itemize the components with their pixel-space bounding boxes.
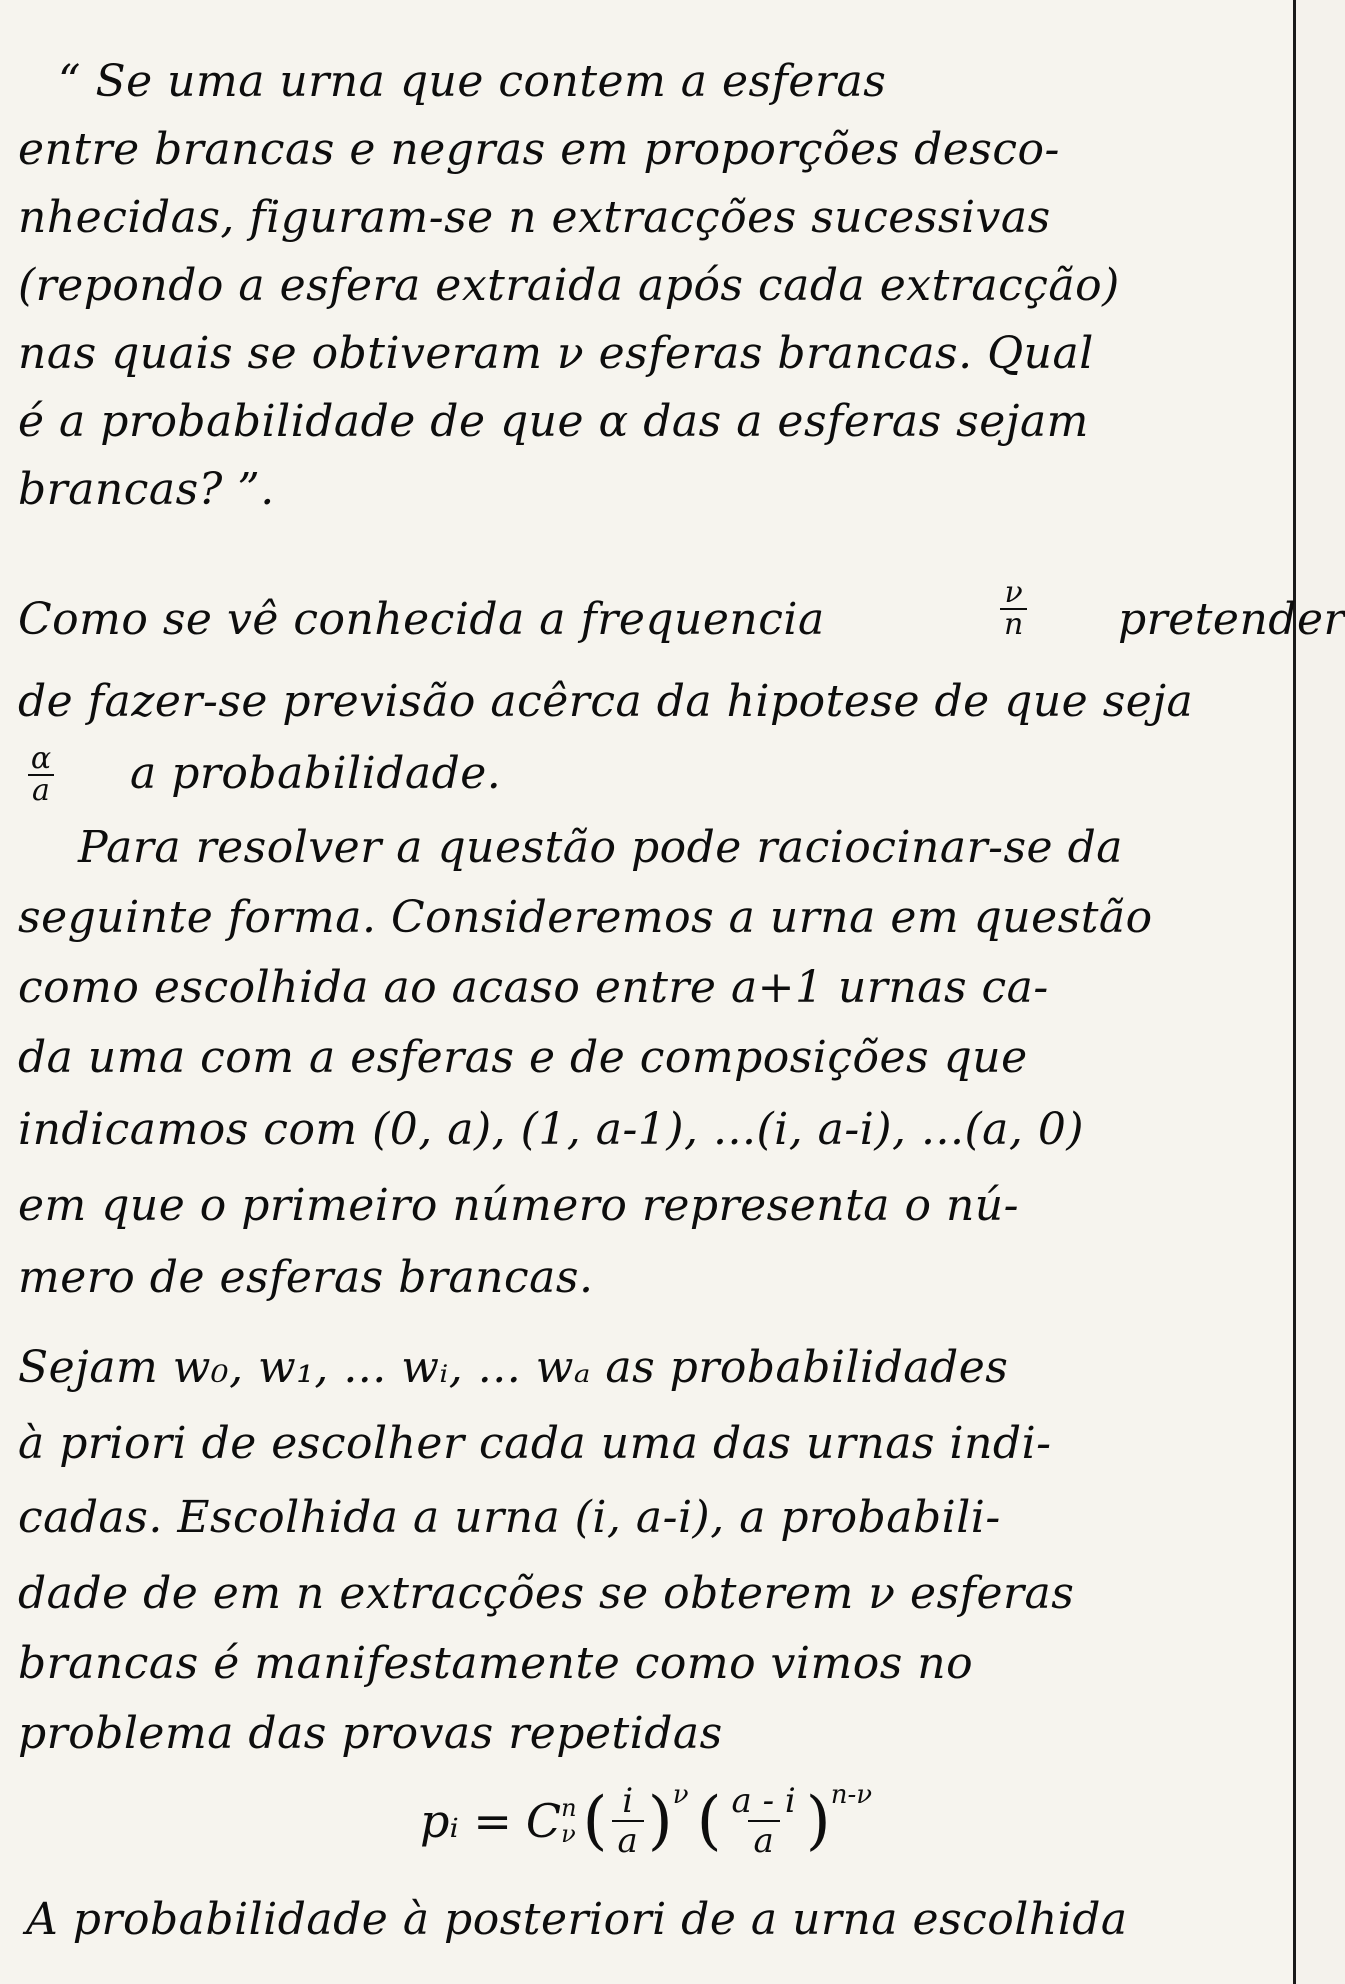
fraction-frequency-denominator: n xyxy=(1000,608,1027,640)
fraction-frequency xyxy=(1000,575,1027,642)
fraction-alpha xyxy=(28,741,54,808)
text-line-6: é a probabilidade de que α das a esferas sejam xyxy=(18,396,1089,447)
text-line-2: entre brancas e negras em proporções desco- xyxy=(18,124,1060,175)
text-line-14: da uma com a esferas e de composições que xyxy=(18,1032,1028,1083)
probability-formula xyxy=(420,1766,872,1876)
formula-fraction-1-den: a xyxy=(612,1820,644,1860)
formula-comb-sub: ν xyxy=(561,1820,576,1848)
text-line-22: brancas é manifestamente como vimos no xyxy=(18,1638,974,1689)
formula-fraction-2 xyxy=(726,1782,802,1860)
text-line-17: mero de esferas brancas. xyxy=(18,1252,594,1303)
formula-line xyxy=(0,1766,1293,1876)
text-line-19: à priori de escolher cada uma das urnas indi- xyxy=(18,1418,1052,1469)
formula-paren-open-1: ( xyxy=(582,1784,608,1858)
text-line-9: de fazer-se previsão acêrca da hipotese de que seja xyxy=(18,676,1194,727)
formula-fraction-1-num: i xyxy=(622,1781,634,1821)
text-line-1: “ Se uma urna que contem a esferas xyxy=(58,56,887,107)
text-line-4: (repondo a esfera extraida após cada extracção) xyxy=(18,260,1120,311)
text-line-8: Como se vê conhecida a frequencia xyxy=(18,594,825,645)
fraction-frequency-numerator: ν xyxy=(1004,575,1023,610)
formula-comb-indices xyxy=(561,1795,576,1847)
text-line-8b: pretender xyxy=(1118,594,1345,645)
text-line-16: em que o primeiro número representa o nú- xyxy=(18,1180,1020,1231)
text-line-12: seguinte forma. Consideremos a urna em questão xyxy=(18,892,1153,943)
formula-exponent-2: n-ν xyxy=(830,1780,873,1810)
formula-comb-sup: n xyxy=(561,1794,577,1822)
text-line-15: indicamos com (0, a), (1, a-1), ...(i, a-i), ...(a, 0) xyxy=(18,1104,1084,1155)
formula-fraction-2-num: a - i xyxy=(731,1781,796,1821)
text-line-23: problema das provas repetidas xyxy=(18,1708,723,1759)
text-line-3: nhecidas, figuram-se n extracções sucessivas xyxy=(18,192,1051,243)
text-line-11: Para resolver a questão pode raciocinar-se da xyxy=(78,822,1123,873)
formula-exponent-1: ν xyxy=(672,1780,689,1810)
text-line-5: nas quais se obtiveram ν esferas brancas. Qual xyxy=(18,328,1094,379)
formula-lhs: pᵢ = xyxy=(420,1794,512,1848)
text-line-20: cadas. Escolhida a urna (i, a-i), a probabili- xyxy=(18,1492,1001,1543)
fraction-alpha-denominator: a xyxy=(28,774,54,806)
text-line-21: dade de em n extracções se obterem ν esferas xyxy=(18,1568,1075,1619)
formula-fraction-1 xyxy=(612,1782,644,1860)
formula-paren-close-1: ) xyxy=(647,1784,673,1858)
text-line-7: brancas? ”. xyxy=(18,464,275,515)
text-line-18: Sejam w₀, w₁, ... wᵢ, ... wₐ as probabilidades xyxy=(18,1342,1009,1393)
text-line-10: a probabilidade. xyxy=(130,748,502,799)
formula-fraction-2-den: a xyxy=(748,1820,780,1860)
text-line-24: A probabilidade à posteriori de a urna escolhida xyxy=(26,1894,1128,1945)
formula-paren-open-2: ( xyxy=(696,1784,722,1858)
formula-comb: C xyxy=(525,1794,562,1848)
fraction-alpha-numerator: α xyxy=(30,741,52,776)
text-line-13: como escolhida ao acaso entre a+1 urnas ca- xyxy=(18,962,1049,1013)
formula-paren-close-2: ) xyxy=(805,1784,831,1858)
